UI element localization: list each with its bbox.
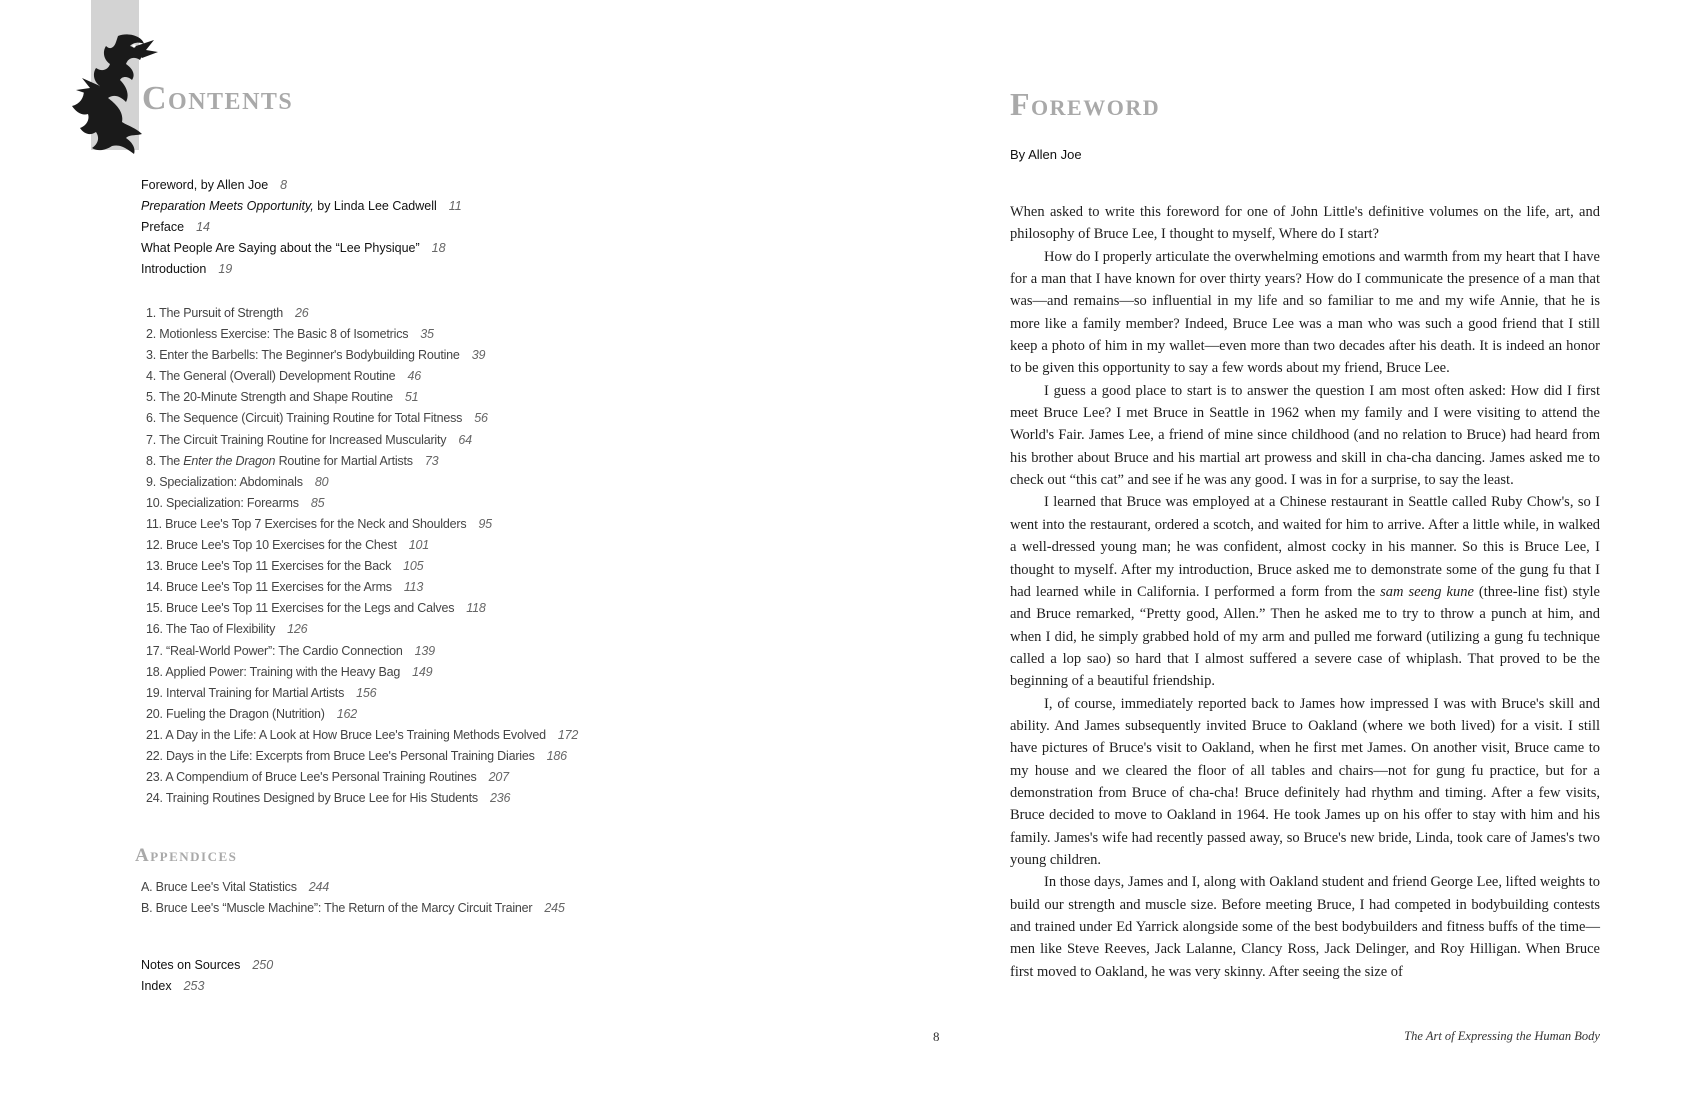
paragraph-text: (three-line fist) style and Bruce remarked, “Pretty good, Allen.” Then he asked me to try to throw a punch at him, and when I did, he simply grabbed hold of my arm and pulled me forward (utilizing a gung fu technique called a lop sao) so hard that I almost suffered a severe case of whiplash. That proved to be the beginning of a beautiful friendship. <box>1010 583 1600 690</box>
toc-page-number: 39 <box>471 348 486 363</box>
list-item[interactable] <box>146 472 578 493</box>
foreword-title: Foreword <box>1010 86 1161 122</box>
toc-page-number: 8 <box>280 178 288 192</box>
toc-page-number: 126 <box>287 622 308 637</box>
list-item[interactable] <box>146 725 578 746</box>
toc-page-number: 105 <box>403 559 424 574</box>
toc-page-number: 236 <box>489 791 511 806</box>
toc-page-number: 73 <box>424 453 439 468</box>
toc-entry-title: What People Are Saying about the “Lee Physique” <box>141 241 420 255</box>
foreword-body <box>1010 201 1600 983</box>
toc-page-number: 118 <box>466 601 486 616</box>
list-item[interactable] <box>146 451 578 472</box>
paragraph: I, of course, immediately reported back to James how impressed I was with Bruce's skill and ability. And James subsequently invited Bruce to Oakland (where we both lived) for a visit. I still have pictures of Bruce's visit to Oakland, when he first met James. On another visit, Bruce came to my house and we cleared the floor of all tables and chairs—not for gung fu practice, but for a demonstration from Bruce of cha-cha! Bruce definitely had rhythm and timing. After a few visits, Bruce decided to move to Oakland in 1964. He took James up on his offer to stay with him and his family. James's wife had recently passed away, so Bruce's new bride, Linda, took care of James's two young children. <box>1010 695 1600 868</box>
paragraph: How do I properly articulate the overwhelming emotions and warmth from my heart that I have for a man that I have known for over thirty years? How do I communicate the presence of a man that was—and remains—so influential in my life and so familiar to me and my wife Annie, that he is more like a family member? Indeed, Bruce Lee was a man who was such a good friend that I still keep a photo of him in my wallet—even more than two decades after his death. It is indeed an honor to be given this opportunity to say a few words about my friend, Bruce Lee. <box>1010 248 1600 377</box>
toc-entry-title: 13. Bruce Lee's Top 11 Exercises for the Back <box>146 559 392 574</box>
list-item[interactable] <box>141 976 273 997</box>
toc-entry-title-emphasis: Enter the Dragon <box>183 453 276 468</box>
paragraph: When asked to write this foreword for one of John Little's definitive volumes on the life, art, and philosophy of Bruce Lee, I thought to myself, Where do I start? <box>1010 204 1600 243</box>
toc-entry-title: by Linda Lee Cadwell <box>313 199 437 213</box>
list-item[interactable] <box>146 619 578 640</box>
toc-page-number: 172 <box>557 727 579 742</box>
list-item[interactable] <box>146 387 578 408</box>
paragraph-text: I learned that Bruce was employed at a Chinese restaurant in Seattle called Ruby Chow's, so I went into the restaurant, ordered a scotch, and waited for him to arrive. After a little while, in walked a well-dressed young man; he was confident, almost cocky in his manner. So this is Bruce Lee, I thought to myself. After my introduction, Bruce asked me to demonstrate some of the gung fu that I had learned while in California. I performed a form from the <box>1010 494 1600 600</box>
list-item[interactable] <box>146 704 578 725</box>
toc-entry-title: 9. Specialization: Abdominals <box>146 474 303 489</box>
list-item[interactable] <box>146 556 578 577</box>
toc-page-number: 14 <box>196 220 210 234</box>
toc-entry-title: 15. Bruce Lee's Top 11 Exercises for the Legs and Calves <box>146 601 455 616</box>
paragraph: In those days, James and I, along with Oakland student and friend George Lee, lifted weights to build our strength and muscle size. Before meeting Bruce, I had competed in bodybuilding contests and trained under Ed Yarrick alongside some of the best bodybuilders and fitness buffs of the time—men like Steve Reeves, Jack Lalanne, Clancy Ross, Jack Delinger, and Roy Hilligan. When Bruce first moved to Oakland, he was very skinny. After seeing the size of <box>1010 874 1600 980</box>
list-item[interactable] <box>141 217 462 238</box>
toc-entry-title: 4. The General (Overall) Development Routine <box>146 369 396 384</box>
toc-page-number: 56 <box>474 411 488 426</box>
toc-front-matter <box>141 175 462 280</box>
toc-page-number: 250 <box>252 958 274 972</box>
toc-page-number: 19 <box>218 262 233 276</box>
toc-entry-title: Preface <box>141 220 185 234</box>
toc-page-number: 162 <box>336 706 357 721</box>
toc-entry-title: 20. Fueling the Dragon (Nutrition) <box>146 706 325 721</box>
toc-back-matter <box>141 955 273 997</box>
list-item[interactable] <box>146 345 578 366</box>
toc-entry-title: 18. Applied Power: Training with the Heavy Bag <box>146 664 401 679</box>
list-item[interactable] <box>146 746 578 767</box>
toc-page-number: 207 <box>488 770 509 785</box>
paragraph-emphasis: sam seeng kune <box>1380 583 1474 600</box>
paragraph: I guess a good place to start is to answer the question I am most often asked: How did I first meet Bruce Lee? I met Bruce in Seattle in 1962 when my family and I were visiting to attend the World's Fair. James Lee, a friend of mine since childhood (and no relation to Bruce) had heard from his brother about Bruce and his martial art prowess and skill in cha-cha dancing. James asked me to check out “this cat” and see if he was any good. I was in for a surprise, to say the least. <box>1010 382 1600 489</box>
toc-page-number: 253 <box>183 979 205 993</box>
list-item[interactable] <box>141 238 462 259</box>
byline: By Allen Joe <box>1010 147 1082 162</box>
toc-entry-title: A. Bruce Lee's Vital Statistics <box>141 880 297 894</box>
toc-entry-title: 19. Interval Training for Martial Artists <box>146 685 345 700</box>
foreword-page <box>850 0 1700 1100</box>
toc-page-number: 80 <box>314 474 329 489</box>
toc-entry-title: 6. The Sequence (Circuit) Training Routine for Total Fitness <box>146 411 463 426</box>
toc-page-number: 95 <box>478 516 492 531</box>
toc-entry-title: Notes on Sources <box>141 958 241 972</box>
toc-entry-title: 23. A Compendium of Bruce Lee's Personal Training Routines <box>146 770 477 785</box>
running-footer: The Art of Expressing the Human Body <box>1404 1029 1600 1043</box>
toc-entry-title: Routine for Martial Artists <box>275 453 413 468</box>
toc-entry-title: 10. Specialization: Forearms <box>146 495 299 510</box>
toc-page-number: 149 <box>412 664 433 679</box>
toc-page-number: 46 <box>407 369 421 384</box>
toc-page-number: 101 <box>408 538 430 553</box>
list-item[interactable] <box>141 259 462 280</box>
toc-entry-title: 3. Enter the Barbells: The Beginner's Bodybuilding Routine <box>146 348 460 363</box>
toc-appendices <box>141 877 565 919</box>
list-item[interactable] <box>141 175 462 196</box>
toc-page-number: 156 <box>356 685 377 700</box>
list-item[interactable] <box>146 662 578 683</box>
toc-entry-title: 22. Days in the Life: Excerpts from Bruce Lee's Personal Training Diaries <box>146 748 535 763</box>
list-item[interactable] <box>146 767 578 788</box>
toc-page-number: 245 <box>544 901 565 915</box>
page-title: Contents <box>142 80 294 117</box>
list-item[interactable] <box>141 955 273 976</box>
toc-entry-title: 12. Bruce Lee's Top 10 Exercises for the Chest <box>146 538 397 553</box>
toc-entry-title: Index <box>141 979 172 993</box>
appendices-heading: Appendices <box>135 845 238 866</box>
toc-page-number: 35 <box>420 327 434 342</box>
toc-page-number: 18 <box>431 241 446 255</box>
list-item[interactable] <box>141 877 565 898</box>
toc-entry-title: Foreword, by Allen Joe <box>141 178 269 192</box>
toc-entry-title: B. Bruce Lee's “Muscle Machine”: The Return of the Marcy Circuit Trainer <box>141 901 533 915</box>
toc-entry-title: 17. “Real-World Power”: The Cardio Connection <box>146 643 403 658</box>
toc-page-number: 139 <box>414 643 435 658</box>
toc-entry-title: 7. The Circuit Training Routine for Increased Muscularity <box>146 432 447 447</box>
list-item[interactable] <box>146 366 578 387</box>
list-item[interactable] <box>146 408 578 429</box>
toc-entry-title: 21. A Day in the Life: A Look at How Bruce Lee's Training Methods Evolved <box>146 727 546 742</box>
list-item[interactable] <box>146 788 578 809</box>
list-item[interactable] <box>146 303 578 324</box>
toc-page-number: 244 <box>308 880 330 894</box>
toc-entry-title: 11. Bruce Lee's Top 7 Exercises for the Neck and Shoulders <box>146 516 467 531</box>
list-item[interactable] <box>146 535 578 556</box>
toc-page-number: 11 <box>448 199 462 213</box>
toc-entry-title: 5. The 20-Minute Strength and Shape Routine <box>146 390 393 405</box>
toc-entry-title: 14. Bruce Lee's Top 11 Exercises for the Arms <box>146 580 392 595</box>
toc-entry-title-emphasis: Preparation Meets Opportunity, <box>141 199 314 213</box>
page-number: 8 <box>933 1029 940 1044</box>
toc-entry-title: Introduction <box>141 262 207 276</box>
list-item[interactable] <box>146 514 578 535</box>
list-item[interactable] <box>141 196 462 217</box>
list-item[interactable] <box>146 493 578 514</box>
list-item[interactable] <box>146 598 578 619</box>
toc-entry-title: 2. Motionless Exercise: The Basic 8 of Isometrics <box>146 327 409 342</box>
toc-page-number: 51 <box>404 390 419 405</box>
list-item[interactable] <box>146 641 578 662</box>
list-item[interactable] <box>146 577 578 598</box>
toc-entry-title: 8. The <box>146 453 184 468</box>
toc-page-number: 85 <box>310 495 325 510</box>
toc-entry-title: 24. Training Routines Designed by Bruce Lee for His Students <box>146 791 478 806</box>
toc-entry-title: 16. The Tao of Flexibility <box>146 622 276 637</box>
list-item[interactable] <box>141 898 565 919</box>
toc-chapters <box>146 303 578 809</box>
paragraph <box>1010 491 1600 692</box>
toc-page-number: 64 <box>458 432 472 447</box>
list-item[interactable] <box>146 683 578 704</box>
toc-entry-title: 1. The Pursuit of Strength <box>146 306 284 320</box>
toc-page-number: 26 <box>295 306 309 320</box>
list-item[interactable] <box>146 324 578 345</box>
list-item[interactable] <box>146 430 578 451</box>
toc-page-number: 186 <box>546 748 567 763</box>
toc-page-number: 113 <box>403 580 424 595</box>
